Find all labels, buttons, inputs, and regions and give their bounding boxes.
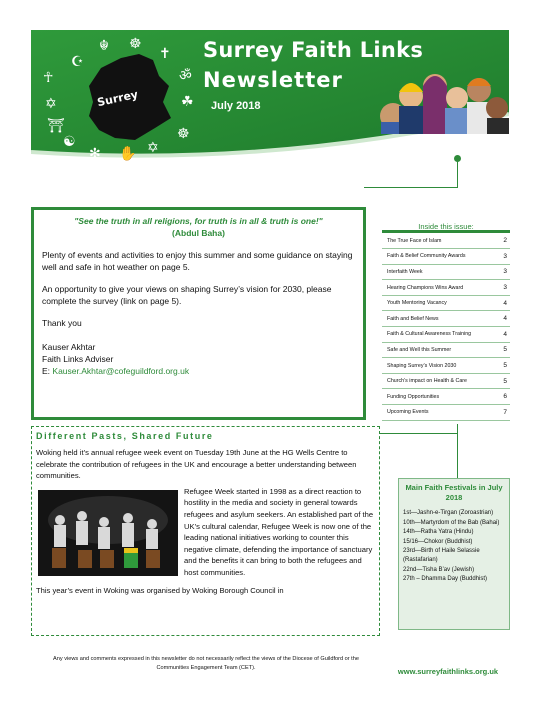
festival-item: 14th—Ratha Yatra (Hindu)	[403, 529, 474, 535]
newsletter-subtitle: Newsletter	[203, 68, 343, 92]
toc-item-label: Interfaith Week	[382, 264, 494, 280]
toc-item-label: Shaping Surrey’s Vision 2030	[382, 358, 494, 374]
toc-item-page: 3	[494, 249, 510, 265]
toc-item-label: Hearing Champions Wins Award	[382, 280, 494, 296]
toc-row[interactable]	[382, 327, 510, 343]
toc-item-label: Church’s impact on Health & Care	[382, 373, 494, 389]
festival-item: 22nd—Tisha B’av (Jewish)	[403, 566, 475, 573]
website-link[interactable]: www.surreyfaithlinks.org.uk	[397, 667, 499, 676]
toc-item-label: The True Face of Islam	[382, 233, 494, 249]
editor-intro-box	[31, 207, 366, 420]
newsletter-header	[31, 30, 509, 162]
toc-item-page: 4	[494, 327, 510, 343]
cross-icon: ✝	[159, 45, 171, 61]
connector-line	[364, 187, 458, 188]
toc-item-label: Safe and Well this Summer	[382, 342, 494, 358]
toc-row[interactable]	[382, 358, 510, 374]
article-paragraph	[36, 486, 375, 579]
wheel-icon: ☸	[177, 125, 190, 141]
lotus-icon: ☘	[181, 93, 194, 109]
hamsa-icon: ✋	[119, 145, 137, 161]
toc-item-page: 5	[494, 373, 510, 389]
toc-item-page: 4	[494, 311, 510, 327]
toc-row[interactable]	[382, 311, 510, 327]
toc-item-page: 3	[494, 264, 510, 280]
toc-title: Inside this issue:	[382, 221, 510, 233]
festivals-list	[403, 509, 505, 584]
toc-item-page: 3	[494, 280, 510, 296]
article-heading: Different Pasts, Shared Future	[36, 431, 214, 441]
toc-row[interactable]	[382, 342, 510, 358]
faith-festivals-box	[398, 478, 510, 630]
om-icon: ॐ	[179, 67, 192, 83]
signature-email-line	[42, 365, 355, 377]
intro-paragraph: An opportunity to give your views on shaping Surrey’s vision for 2030, please complete the survey (link on page 5).	[42, 284, 332, 306]
newsletter-title: Surrey Faith Links	[203, 38, 424, 62]
toc-item-label: Faith & Belief Community Awards	[382, 249, 494, 265]
festivals-title: Main Faith Festivals in July 2018	[405, 483, 503, 502]
toc-item-label: Funding Opportunities	[382, 389, 494, 405]
signature-block	[42, 341, 355, 377]
connector-line	[380, 433, 458, 434]
thanks-text: Thank you	[42, 318, 82, 328]
people-photo	[379, 56, 509, 134]
toc-item-page: 2	[494, 233, 510, 249]
signature-name: Kauser Akhtar	[42, 342, 96, 352]
toc-item-label: Faith and Belief News	[382, 311, 494, 327]
dharma-wheel-icon: ☸	[129, 35, 142, 51]
torii-icon: ⛩	[47, 117, 65, 133]
festival-item: 23rd—Birth of Haile Selassie (Rastafarian)	[403, 548, 480, 563]
toc-table	[382, 233, 510, 421]
toc-row[interactable]	[382, 295, 510, 311]
toc-row[interactable]	[382, 280, 510, 296]
article-paragraph: Woking held it’s annual refugee week event on Tuesday 19th June at the HG Wells Centre to celebrate the contribution of refugees in the UK and encourage a better understanding between communities.	[36, 448, 357, 481]
quote-author: (Abdul Baha)	[172, 228, 225, 238]
toc-item-page: 4	[494, 295, 510, 311]
surrey-label: Surrey	[96, 87, 140, 110]
toc-item-label: Faith & Cultural Awareness Training	[382, 327, 494, 343]
signature-role: Faith Links Adviser	[42, 354, 114, 364]
faravahar-icon: ☥	[43, 69, 54, 85]
connector-line	[457, 158, 458, 188]
toc-item-page: 5	[494, 358, 510, 374]
star-of-david-icon: ✡	[147, 139, 159, 155]
toc-item-page: 7	[494, 405, 510, 421]
toc-item-page: 6	[494, 389, 510, 405]
toc-row[interactable]	[382, 405, 510, 421]
toc-item-label: Youth Mentoring Vacancy	[382, 295, 494, 311]
festival-item: 15/16—Chokor (Buddhist)	[403, 538, 473, 545]
disclaimer-text: Any views and comments expressed in this newsletter do not necessarily reflect the views of the Diocese of Guildford or the Communities Engagement Team (CET).	[53, 656, 359, 671]
festival-item: 27th – Dhamma Day (Buddhist)	[403, 576, 488, 582]
issue-date: July 2018	[211, 100, 261, 112]
drummers-photo	[38, 490, 178, 576]
toc-row[interactable]	[382, 233, 510, 249]
star-icon: ✡	[45, 95, 57, 111]
crescent-icon: ☪	[71, 53, 84, 69]
inside-this-issue	[382, 221, 510, 421]
toc-row[interactable]	[382, 373, 510, 389]
refugee-week-article	[31, 426, 380, 636]
email-link[interactable]: Kauser.Akhtar@cofeguildford.org.uk	[52, 366, 190, 376]
intro-paragraph: Plenty of events and activities to enjoy this summer and some guidance on staying well and safe in hot weather on page 5.	[42, 250, 353, 272]
bahai-star-icon: ✻	[89, 145, 101, 161]
khanda-icon: ☬	[99, 37, 109, 53]
article-paragraph-text: Refugee Week started in 1998 as a direct reaction to hostility in the media and society in general towards refugees and asylum seekers. An established part of the UK’s cultural calendar, Refugee Week is now one of the leading national initiatives working to counter this negative climate, defending the importance of sanctuary and the benefits it can bring to both the refugees and host communities.	[184, 486, 374, 577]
article-paragraph: This year’s event in Woking was organised by Woking Borough Council in	[36, 585, 284, 595]
festival-item: 1st—Jashn-e-Tirgan (Zoroastrian)	[403, 510, 494, 516]
toc-item-page: 5	[494, 342, 510, 358]
toc-row[interactable]	[382, 249, 510, 265]
yin-yang-icon: ☯	[63, 133, 76, 149]
toc-item-label: Upcoming Events	[382, 405, 494, 421]
toc-row[interactable]	[382, 264, 510, 280]
quote-text: "See the truth in all religions, for truth is in all & truth is one!"	[74, 216, 323, 226]
festival-item: 10th—Martyrdom of the Bab (Bahai)	[403, 519, 500, 526]
connector-dot	[454, 155, 461, 162]
toc-row[interactable]	[382, 389, 510, 405]
email-prefix: E:	[42, 366, 53, 376]
